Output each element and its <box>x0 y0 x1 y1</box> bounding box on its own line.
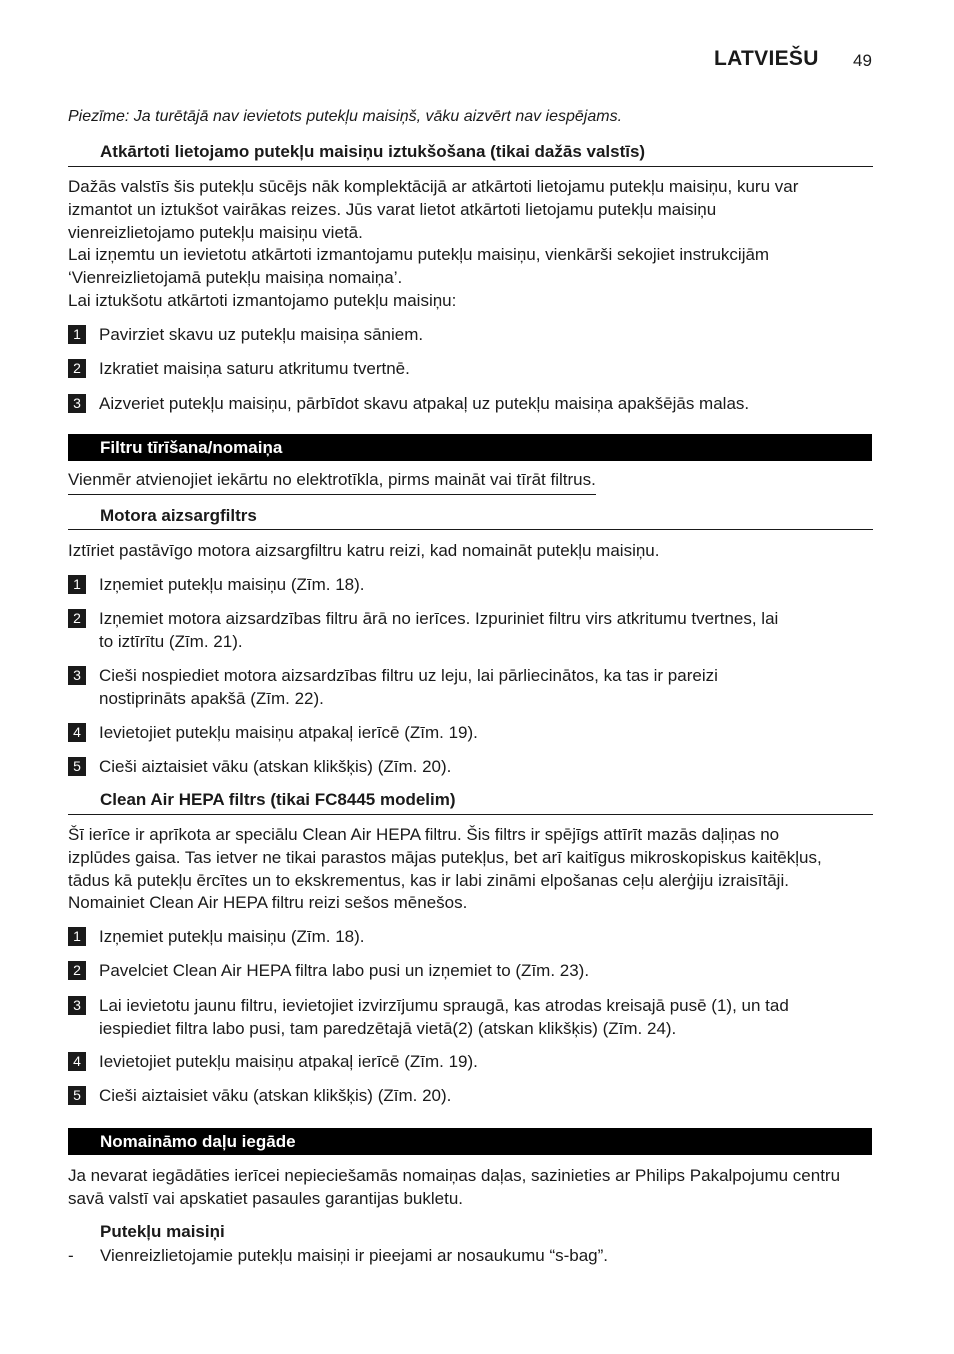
motor-filter-paragraph: Iztīriet pastāvīgo motora aizsargfiltru katru reizi, kad nomaināt putekļu maisiņu. <box>68 541 660 560</box>
paragraph-line: Nomainiet Clean Air HEPA filtru reizi sešos mēnešos. <box>68 893 468 913</box>
paragraph-line: Šī ierīce ir aprīkota ar speciālu Clean Air HEPA filtru. Šis filtrs ir spējīgs attīrīt mazās daļiņas no <box>68 825 780 844</box>
step-item <box>68 393 878 416</box>
paragraph-line: ‘Vienreizlietojamā putekļu maisiņa nomaiņa’. <box>68 268 403 288</box>
step-text: Izņemiet putekļu maisiņu (Zīm. 18). <box>99 927 365 946</box>
heading-rule <box>68 529 873 530</box>
step-number-badge: 2 <box>68 961 86 980</box>
step-number-badge: 3 <box>68 394 86 413</box>
step-number-badge: 3 <box>68 666 86 685</box>
filters-section-bar: Filtru tīrīšana/nomaiņa <box>68 434 872 461</box>
bullet-dash: - <box>68 1246 74 1265</box>
paragraph-line: Lai izņemtu un ievietotu atkārtoti izmantojamu putekļu maisiņu, vienkārši sekojiet instrukcijām <box>68 245 770 265</box>
hepa-filter-paragraph <box>68 824 878 915</box>
heading-rule <box>68 814 873 815</box>
step-text: Pavelciet Clean Air HEPA filtra labo pusi un izņemiet to (Zīm. 23). <box>99 961 590 980</box>
step-text: Cieši aiztaisiet vāku (atskan klikšķis) (Zīm. 20). <box>99 757 452 776</box>
step-item <box>68 722 878 745</box>
paragraph-line: Lai iztukšotu atkārtoti izmantojamo putekļu maisiņu: <box>68 290 457 310</box>
step-text: nostiprināts apakšā (Zīm. 22). <box>99 688 324 708</box>
hepa-filter-heading: Clean Air HEPA filtrs (tikai FC8445 modelim) <box>100 790 456 809</box>
step-number-badge: 5 <box>68 757 86 776</box>
step-item <box>68 995 878 1041</box>
step-text: to iztīrītu (Zīm. 21). <box>99 631 243 651</box>
motor-filter-heading: Motora aizsargfiltrs <box>100 506 257 525</box>
step-item <box>68 960 878 983</box>
dust-bags-heading: Putekļu maisiņi <box>100 1222 225 1241</box>
step-number-badge: 4 <box>68 1052 86 1071</box>
paragraph-line: tādus kā putekļu ērcītes un to ekskrementus, kas ir labi zināmi elpošanas ceļu alerģiju izraisītāji. <box>68 870 789 890</box>
reusable-bag-heading: Atkārtoti lietojamo putekļu maisiņu iztukšošana (tikai dažās valstīs) <box>100 142 646 161</box>
step-text: iespiediet filtra labo pusi, tam paredzētajā vietā(2) (atskan klikšķis) (Zīm. 24). <box>99 1018 677 1038</box>
paragraph-line: Ja nevarat iegādāties ierīcei nepieciešamās nomaiņas daļas, sazinieties ar Philips Pakalpojumu centru <box>68 1166 841 1185</box>
step-item <box>68 608 878 654</box>
step-text: Cieši aiztaisiet vāku (atskan klikšķis) (Zīm. 20). <box>99 1086 452 1105</box>
bullet-item <box>68 1245 878 1268</box>
parts-section-bar: Nomaināmo daļu iegāde <box>68 1128 872 1155</box>
step-number-badge: 2 <box>68 609 86 628</box>
step-text: Cieši nospiediet motora aizsardzības filtru uz leju, lai pārliecinātos, ka tas ir pareizi <box>99 666 718 685</box>
step-item <box>68 358 878 381</box>
step-number-badge: 4 <box>68 723 86 742</box>
unplug-warning: Vienmēr atvienojiet iekārtu no elektrotīkla, pirms maināt vai tīrāt filtrus. <box>68 470 596 495</box>
heading-rule <box>68 166 873 167</box>
step-item <box>68 926 878 949</box>
paragraph-line: vienreizlietojamo putekļu maisiņu vietā. <box>68 222 363 242</box>
paragraph-line: izplūdes gaisa. Tas ietver ne tikai parastos mājas putekļus, bet arī kaitīgus mikroskopiskus kaitēkļus, <box>68 847 822 867</box>
bullet-text: Vienreizlietojamie putekļu maisiņi ir pieejami ar nosaukumu “s-bag”. <box>100 1246 609 1265</box>
step-text: Izņemiet putekļu maisiņu (Zīm. 18). <box>99 575 365 594</box>
step-text: Ievietojiet putekļu maisiņu atpakaļ ierīcē (Zīm. 19). <box>99 1052 478 1071</box>
step-item <box>68 1085 878 1108</box>
step-text: Aizveriet putekļu maisiņu, pārbīdot skavu atpakaļ uz putekļu maisiņa apakšējās malas. <box>99 394 750 413</box>
page-number: 49 <box>853 51 872 70</box>
language-header: LATVIEŠU <box>714 47 819 70</box>
reusable-bag-paragraph <box>68 176 878 313</box>
step-text: Izņemiet motora aizsardzības filtru ārā no ierīces. Izpuriniet filtru virs atkritumu tvertnes, lai <box>99 609 779 628</box>
step-number-badge: 2 <box>68 359 86 378</box>
step-text: Pavirziet skavu uz putekļu maisiņa sāniem. <box>99 325 424 344</box>
step-text: Ievietojiet putekļu maisiņu atpakaļ ierīcē (Zīm. 19). <box>99 723 478 742</box>
step-number-badge: 5 <box>68 1086 86 1105</box>
parts-paragraph <box>68 1165 878 1211</box>
step-item <box>68 1051 878 1074</box>
step-text: Lai ievietotu jaunu filtru, ievietojiet izvirzījumu spraugā, kas atrodas kreisajā pusē (1), un tad <box>99 996 789 1015</box>
paragraph-line: Dažās valstīs šis putekļu sūcējs nāk komplektācijā ar atkārtoti lietojamu putekļu maisiņu, kuru var <box>68 177 799 196</box>
step-number-badge: 1 <box>68 927 86 946</box>
step-item <box>68 324 878 347</box>
step-item <box>68 665 878 711</box>
step-text: Izkratiet maisiņa saturu atkritumu tvertnē. <box>99 359 410 378</box>
step-item <box>68 756 878 779</box>
paragraph-line: izmantot un iztukšot vairākas reizes. Jūs varat lietot atkārtoti lietojamu putekļu maisiņu <box>68 199 717 219</box>
step-number-badge: 1 <box>68 575 86 594</box>
step-number-badge: 3 <box>68 996 86 1015</box>
note-text: Piezīme: Ja turētājā nav ievietots putekļu maisiņš, vāku aizvērt nav iespējams. <box>68 108 623 125</box>
paragraph-line: savā valstī vai apskatiet pasaules garantijas bukletu. <box>68 1188 464 1208</box>
step-item <box>68 574 878 597</box>
step-number-badge: 1 <box>68 325 86 344</box>
